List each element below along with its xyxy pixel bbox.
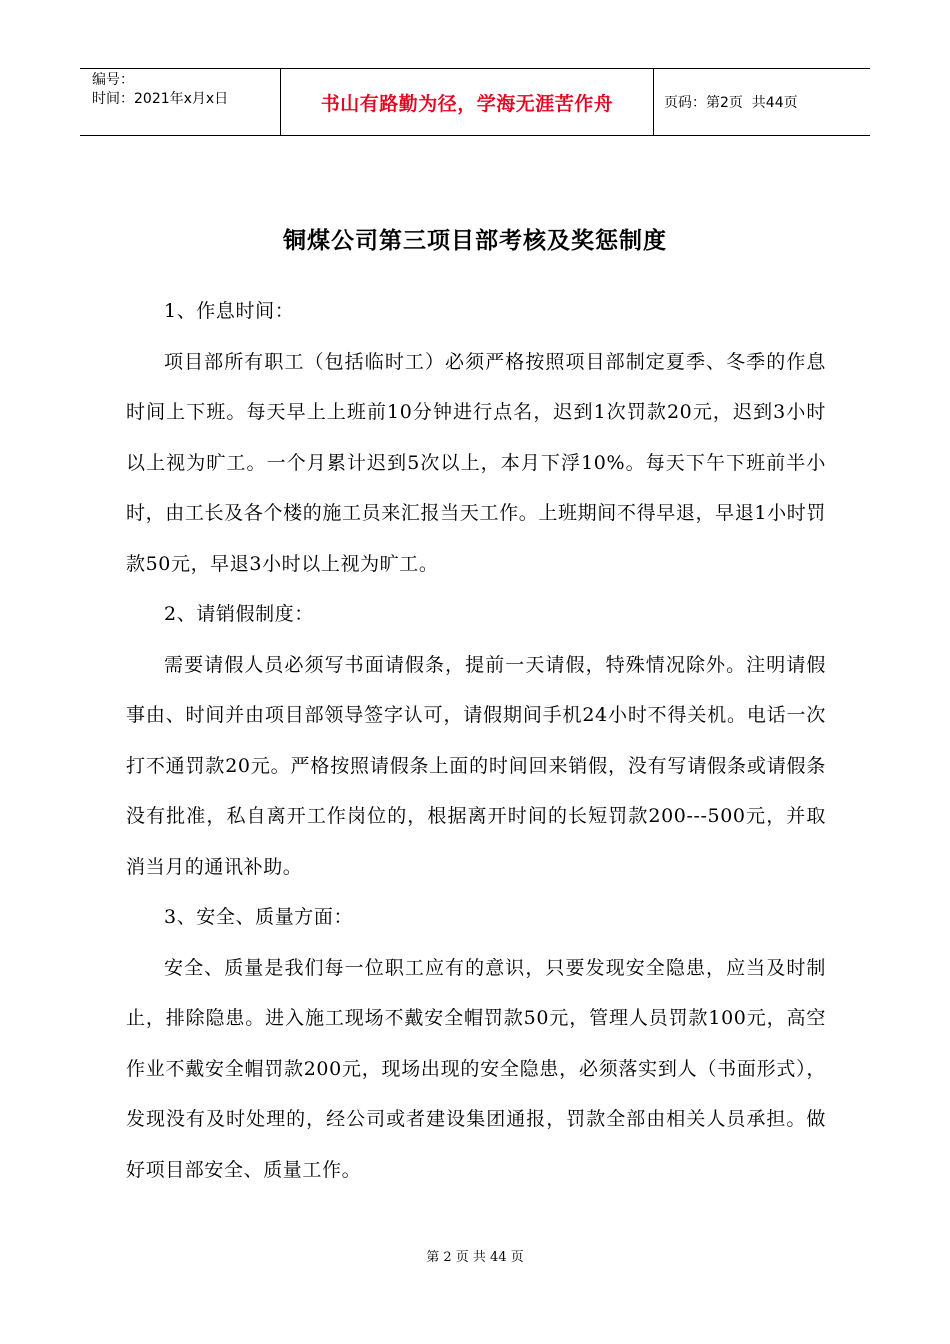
number-label: 编号： xyxy=(92,72,134,88)
section-heading-2: 2、请销假制度： xyxy=(164,603,314,625)
header-page-info: 页码：第2页 共44页 xyxy=(664,95,798,111)
document-body xyxy=(126,286,826,1195)
time-label: 时间：2021年x月x日 xyxy=(92,91,229,107)
section-paragraph-1: 项目部所有职工（包括临时工）必须严格按照项目部制定夏季、冬季的作息时间上下班。每天早上上班前10分钟进行点名，迟到1次罚款20元，迟到3小时以上视为旷工。一个月累计迟到5次以上，本月下浮10%。每天下午下班前半小时，由工长及各个楼的施工员来汇报当天工作。上班期间不得早退，早退1小时罚款50元，早退3小时以上视为旷工。 xyxy=(126,350,826,575)
section-heading-1: 1、作息时间： xyxy=(164,300,295,322)
page-footer: 第 2 页 共 44 页 xyxy=(426,1250,524,1265)
header-motto-cell xyxy=(281,69,654,135)
header-meta xyxy=(80,69,281,135)
header-page-info-cell xyxy=(654,69,870,135)
document-title: 铜煤公司第三项目部考核及奖惩制度 xyxy=(283,227,667,254)
header-motto: 书山有路勤为径，学海无涯苦作舟 xyxy=(320,92,614,115)
section-paragraph-2: 需要请假人员必须写书面请假条，提前一天请假，特殊情况除外。注明请假事由、时间并由项目部领导签字认可，请假期间手机24小时不得关机。电话一次打不通罚款20元。严格按照请假条上面的时间回来销假，没有写请假条或请假条没有批准，私自离开工作岗位的，根据离开时间的长短罚款200---500元，并取消当月的通讯补助。 xyxy=(126,653,826,878)
page-header xyxy=(80,68,870,136)
section-heading-3: 3、安全、质量方面： xyxy=(164,906,354,928)
section-paragraph-3: 安全、质量是我们每一位职工应有的意识，只要发现安全隐患，应当及时制止，排除隐患。进入施工现场不戴安全帽罚款50元，管理人员罚款100元，高空作业不戴安全帽罚款200元，现场出现的安全隐患，必须落实到人（书面形式），发现没有及时处理的，经公司或者建设集团通报，罚款全部由相关人员承担。做好项目部安全、质量工作。 xyxy=(126,956,826,1181)
